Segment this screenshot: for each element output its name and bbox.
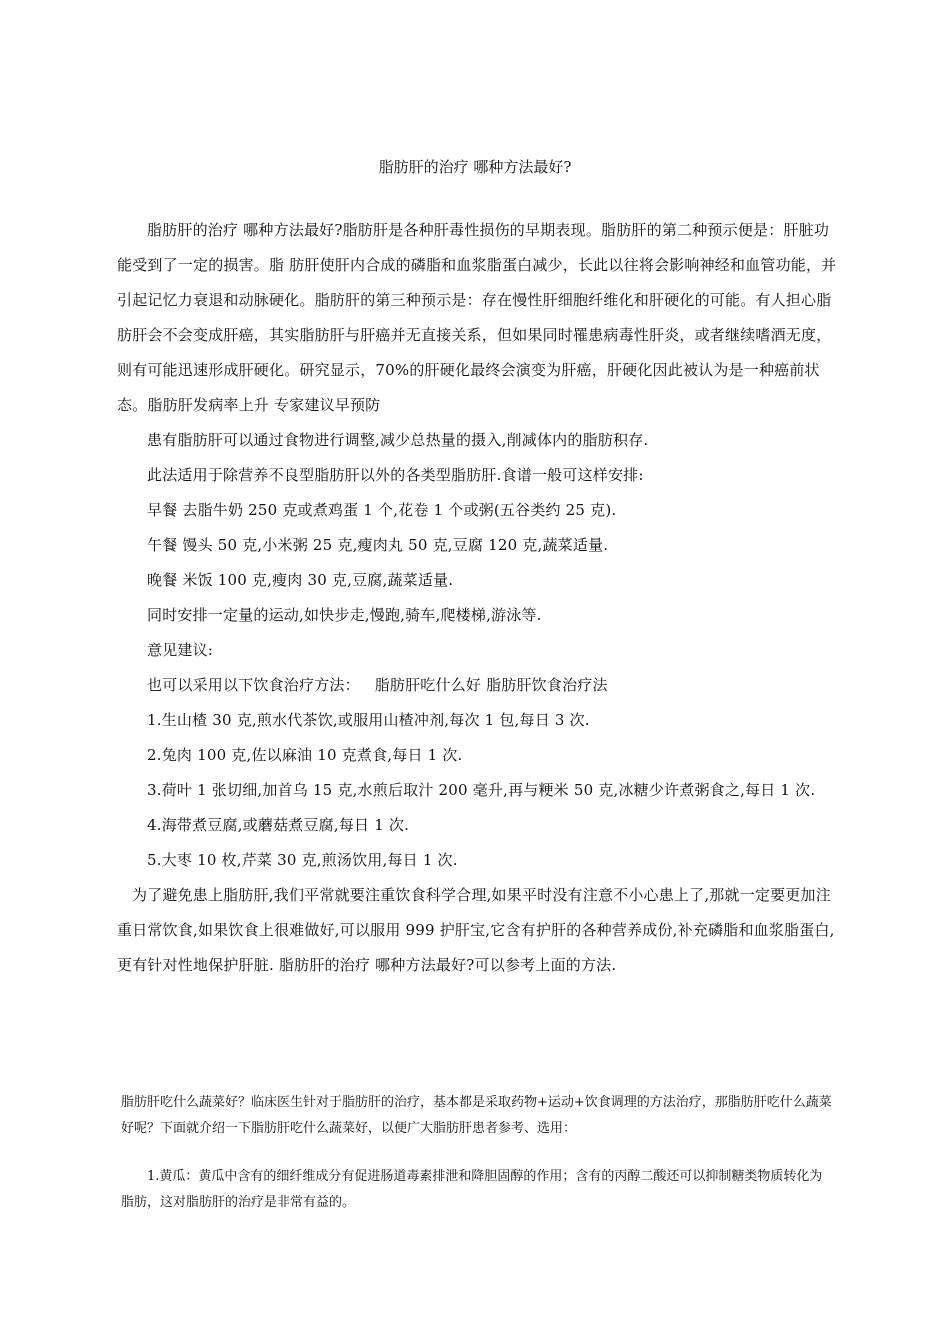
therapy-item-3: 3.荷叶 1 张切细,加首乌 15 克,水煎后取汁 200 毫升,再与粳米 50 克,冰糖少许煮粥食之,每日 1 次.	[147, 781, 816, 799]
vegetable-item-1: 1.黄瓜：黄瓜中含有的细纤维成分有促进肠道毒素排泄和降胆固醇的作用；含有的丙醇二酸还可以抑制糖类物质转化为脂肪，这对脂肪肝的治疗是非常有益的。	[121, 1169, 823, 1210]
diet-adjust-paragraph: 患有脂肪肝可以通过食物进行调整,减少总热量的摄入,削减体内的脂肪积存.	[147, 431, 649, 449]
dinner-line: 晚餐 米饭 100 克,瘦肉 30 克,豆腐,蔬菜适量.	[147, 571, 454, 589]
intro-paragraph: 脂肪肝的治疗 哪种方法最好?脂肪肝是各种肝毒性损伤的早期表现。脂肪肝的第二种预示便是：肝脏功能受到了一定的损害。脂 肪肝使肝内合成的磷脂和血浆脂蛋白减少，长此以往将会影响神经和血管功能，并引起记忆力衰退和动脉硬化。脂肪肝的第三种预示是：存在慢性肝细胞纤维化和肝硬化的可能。有人担心脂肪肝会不会变成肝癌，其实脂肪肝与肝癌并无直接关系，但如果同时罹患病毒性肝炎，或者继续嗜酒无度，则有可能迅速形成肝硬化。研究显示，70%的肝硬化最终会演变为肝癌，肝硬化因此被认为是一种癌前状态。脂肪肝发病率上升 专家建议早预防	[117, 221, 837, 414]
menu-intro-paragraph: 此法适用于除营养不良型脂肪肝以外的各类型脂肪肝.食谱一般可这样安排:	[147, 466, 644, 484]
exercise-line: 同时安排一定量的运动,如快步走,慢跑,骑车,爬楼梯,游泳等.	[147, 606, 542, 624]
lunch-line: 午餐 馒头 50 克,小米粥 25 克,瘦肉丸 50 克,豆腐 120 克,蔬菜适量.	[147, 536, 609, 554]
therapy-item-1: 1.生山楂 30 克,煎水代茶饮,或服用山楂冲剂,每次 1 包,每日 3 次.	[147, 711, 590, 729]
therapy-intro-line: 也可以采用以下饮食治疗方法： 脂肪肝吃什么好 脂肪肝饮食治疗法	[147, 676, 608, 694]
document-title: 脂肪肝的治疗 哪种方法最好?	[378, 158, 572, 176]
advice-heading: 意见建议:	[147, 641, 214, 659]
therapy-item-2: 2.兔肉 100 克,佐以麻油 10 克煮食,每日 1 次.	[147, 746, 463, 764]
therapy-item-4: 4.海带煮豆腐,或蘑菇煮豆腐,每日 1 次.	[147, 816, 410, 834]
vegetable-intro-section	[121, 1090, 833, 1142]
vegetable-intro-paragraph: 脂肪肝吃什么蔬菜好？临床医生针对于脂肪肝的治疗，基本都是采取药物+运动+饮食调理的方法治疗，那脂肪肝吃什么蔬菜好呢？下面就介绍一下脂肪肝吃什么蔬菜好，以便广大脂肪肝患者参考、选用：	[121, 1095, 832, 1136]
breakfast-line: 早餐 去脂牛奶 250 克或煮鸡蛋 1 个,花卷 1 个或粥(五谷类约 25 克).	[147, 501, 617, 519]
conclusion-paragraph: 为了避免患上脂肪肝,我们平常就要注重饮食科学合理,如果平时没有注意不小心患上了,那就一定要更加注重日常饮食,如果饮食上很难做好,可以服用 999 护肝宝,它含有护肝的各种营养成份,补充磷脂和血浆脂蛋白,更有针对性地保护肝脏. 脂肪肝的治疗 哪种方法最好?可以参考上面的方法.	[117, 886, 835, 974]
vegetable-list-section	[121, 1164, 833, 1216]
therapy-item-5: 5.大枣 10 枚,芹菜 30 克,煎汤饮用,每日 1 次.	[147, 851, 458, 869]
main-body	[117, 213, 837, 983]
